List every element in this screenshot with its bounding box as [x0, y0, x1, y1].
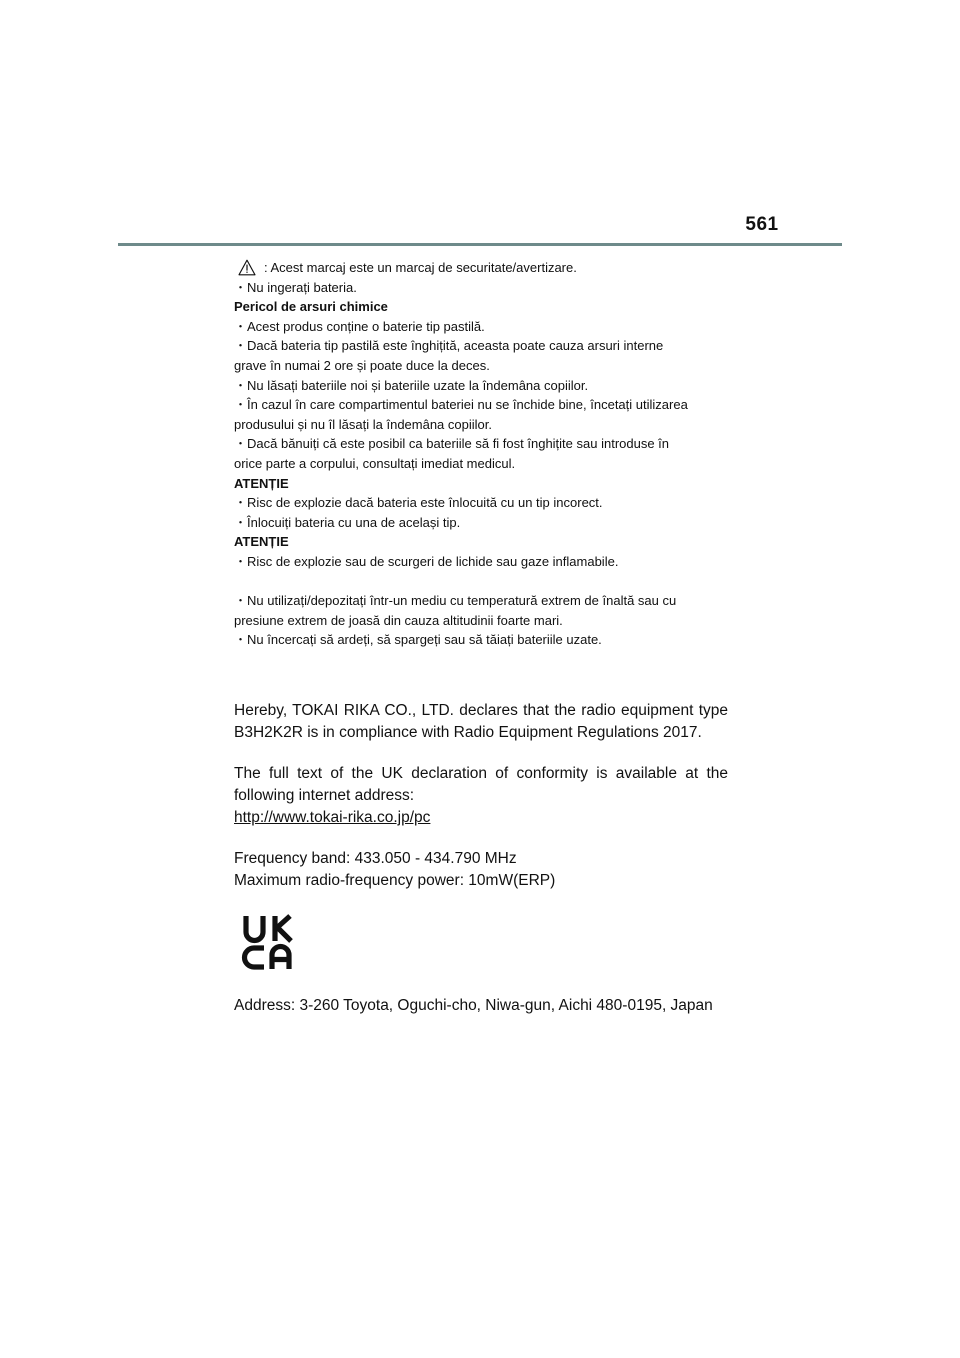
- warning-line: presiune extrem de joasă din cauza altitudinii foarte mari.: [234, 612, 563, 628]
- warning-line: ・Acest produs conține o baterie tip pastilă.: [234, 318, 485, 334]
- romanian-battery-warnings: [234, 258, 734, 650]
- warning-line: grave în numai 2 ore și poate duce la deces.: [234, 357, 490, 373]
- warning-triangle-icon: [238, 259, 256, 276]
- warning-line: ・Risc de explozie dacă bateria este înlocuită cu un tip incorect.: [234, 495, 603, 511]
- section-heading: Pericol de arsuri chimice: [234, 299, 388, 315]
- warning-line: ・În cazul în care compartimentul bateriei nu se închide bine, încetați utilizarea: [234, 397, 688, 413]
- warning-mark-text: : Acest marcaj este un marcaj de securitate/avertizare.: [264, 260, 577, 275]
- warning-line: ・Nu utilizați/depozitați într-un mediu cu temperatură extrem de înaltă sau cu: [234, 593, 677, 609]
- max-power: Maximum radio-frequency power: 10mW(ERP): [234, 872, 556, 889]
- section-heading: ATENȚIE: [234, 534, 289, 550]
- manufacturer-address: Address: 3-260 Toyota, Oguchi-cho, Niwa-gun, Aichi 480-0195, Japan: [234, 997, 713, 1014]
- ukca-mark-icon: [240, 912, 300, 972]
- section-heading: ATENȚIE: [234, 475, 289, 491]
- warning-line: ・Dacă bateria tip pastilă este înghițită, aceasta poate cauza arsuri interne: [234, 338, 664, 354]
- declaration-text: Hereby, TOKAI RIKA CO., LTD. declares that the radio equipment type B3H2K2R is in compliance with Radio Equipment Regulations 2017.: [234, 702, 728, 741]
- uk-declaration: [234, 700, 728, 892]
- blank-line: [234, 572, 734, 592]
- romanian-lines: [234, 278, 734, 650]
- frequency-band: Frequency band: 433.050 - 434.790 MHz: [234, 850, 517, 867]
- warning-mark-line: [234, 258, 734, 278]
- warning-line: ・Nu încercați să ardeți, să spargeți sau să tăiați bateriile uzate.: [234, 632, 602, 648]
- warning-line: produsului și nu îl lăsați la îndemâna copiilor.: [234, 416, 492, 432]
- warning-line: ・Risc de explozie sau de scurgeri de lichide sau gaze inflamabile.: [234, 553, 619, 569]
- declaration-url-link[interactable]: http://www.tokai-rika.co.jp/pc: [234, 809, 431, 826]
- warning-line: orice parte a corpului, consultați imediat medicul.: [234, 455, 516, 471]
- header-rule: [118, 243, 842, 246]
- warning-line: ・Nu lăsați bateriile noi și bateriile uzate la îndemâna copiilor.: [234, 377, 589, 393]
- page-number: 561: [745, 214, 779, 235]
- full-text-notice: The full text of the UK declaration of conformity is available at the following internet address:: [234, 765, 728, 804]
- warning-line: ・Nu ingerați bateria.: [234, 279, 357, 295]
- warning-line: ・Înlocuiți bateria cu una de același tip.: [234, 514, 461, 530]
- warning-line: ・Dacă bănuiți că este posibil ca bateriile să fi fost înghițite sau introduse în: [234, 436, 670, 452]
